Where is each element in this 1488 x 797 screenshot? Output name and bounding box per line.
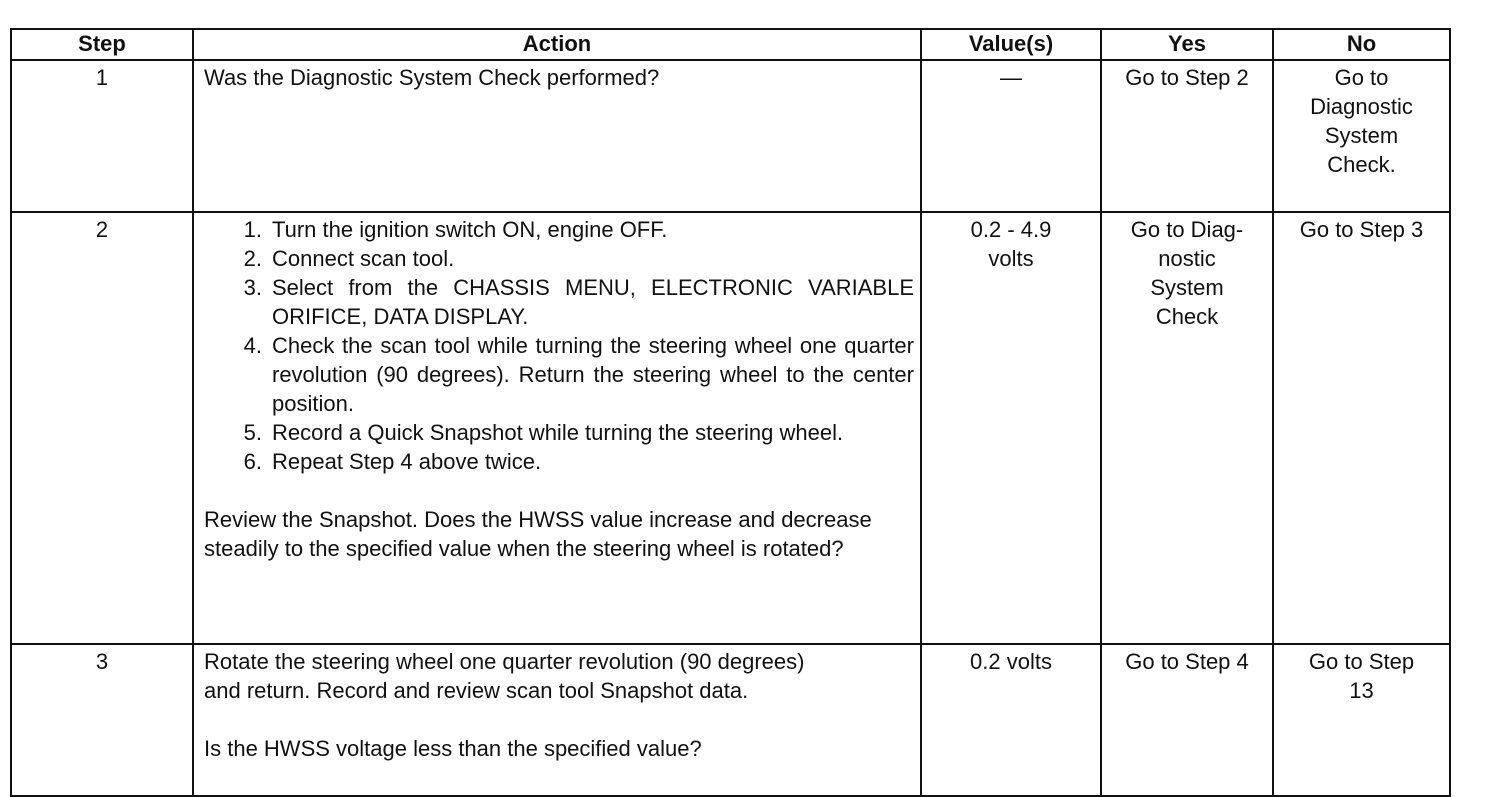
action-question: Is the HWSS voltage less than the specified value? bbox=[204, 736, 702, 761]
step-number-text: 3 bbox=[95, 649, 109, 674]
no-cell bbox=[1273, 212, 1450, 644]
yes-cell bbox=[1101, 212, 1273, 644]
procedure-step: Select from the CHASSIS MENU, ELECTRONIC VARIABLE ORIFICE, DATA DISPLAY. bbox=[272, 275, 914, 329]
value-text: — bbox=[1000, 65, 1022, 90]
action-cell bbox=[193, 60, 921, 212]
step-number-text: 1 bbox=[95, 65, 109, 90]
yes-cell bbox=[1101, 644, 1273, 796]
action-question: Review the Snapshot. Does the HWSS value increase and decrease steadily to the specified value when the steering wheel is rotated? bbox=[204, 507, 872, 561]
header-step: Step bbox=[11, 29, 193, 60]
action-cell bbox=[193, 644, 921, 796]
procedure-steps bbox=[204, 215, 914, 476]
yes-text: Go to Step 4 bbox=[1125, 649, 1249, 674]
procedure-step: Record a Quick Snapshot while turning the steering wheel. bbox=[272, 420, 844, 445]
yes-cell bbox=[1101, 60, 1273, 212]
header-yes: Yes bbox=[1101, 29, 1273, 60]
header-action: Action bbox=[193, 29, 921, 60]
step-number bbox=[11, 644, 193, 796]
action-text: Rotate the steering wheel one quarter revolution (90 degrees) and return. Record and review scan tool Snapshot data. bbox=[204, 649, 805, 703]
step-number bbox=[11, 212, 193, 644]
header-no: No bbox=[1273, 29, 1450, 60]
no-cell bbox=[1273, 644, 1450, 796]
procedure-step: Connect scan tool. bbox=[272, 246, 455, 271]
value-cell bbox=[921, 644, 1101, 796]
procedure-step: Repeat Step 4 above twice. bbox=[272, 449, 542, 474]
procedure-step: Check the scan tool while turning the steering wheel one quarter revolution (90 degrees). Return the steering wheel to the center position. bbox=[272, 333, 914, 416]
no-cell bbox=[1273, 60, 1450, 212]
no-text: Go to Step 3 bbox=[1299, 217, 1424, 242]
step-number bbox=[11, 60, 193, 212]
diagnostic-table bbox=[10, 28, 1451, 797]
value-text: 0.2 - 4.9 volts bbox=[970, 217, 1052, 271]
no-text: Go to Step 13 bbox=[1308, 649, 1415, 703]
no-text: Go to Diagnostic System Check. bbox=[1310, 65, 1413, 177]
table-header-row bbox=[11, 29, 1450, 60]
header-values: Value(s) bbox=[921, 29, 1101, 60]
action-text: Was the Diagnostic System Check performed? bbox=[204, 65, 660, 90]
procedure-step: Turn the ignition switch ON, engine OFF. bbox=[272, 217, 668, 242]
yes-text: Go to Step 2 bbox=[1125, 65, 1249, 90]
table-row bbox=[11, 644, 1450, 796]
action-cell bbox=[193, 212, 921, 644]
value-text: 0.2 volts bbox=[970, 649, 1052, 674]
table-row bbox=[11, 212, 1450, 644]
value-cell bbox=[921, 60, 1101, 212]
table-row bbox=[11, 60, 1450, 212]
yes-text: Go to Diag- nostic System Check bbox=[1130, 217, 1244, 329]
value-cell bbox=[921, 212, 1101, 644]
diagnostic-table-sheet bbox=[10, 28, 1449, 797]
step-number-text: 2 bbox=[95, 217, 109, 242]
